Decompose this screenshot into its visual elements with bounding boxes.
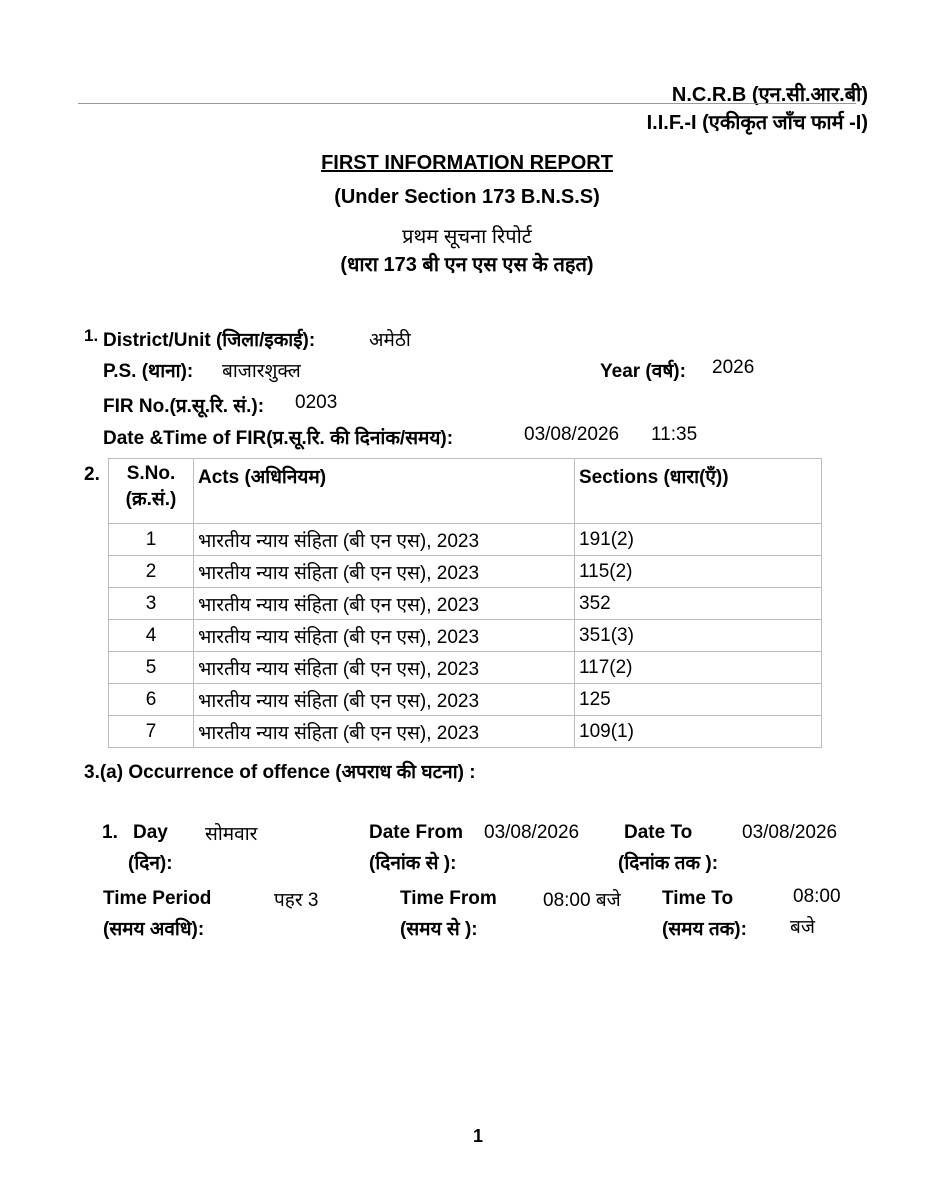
row-sno: 4 <box>109 620 194 652</box>
day-value: सोमवार <box>205 824 258 845</box>
page-number: 1 <box>473 1126 484 1146</box>
row-section: 125 <box>575 684 822 716</box>
day-label-hindi: (दिन): <box>128 853 173 874</box>
row-act: भारतीय न्याय संहिता (बी एन एस), 2023 <box>194 524 575 556</box>
table-row <box>109 556 822 588</box>
row-section: 117(2) <box>575 652 822 684</box>
time-from-label: Time From <box>400 888 497 909</box>
ncrb-header: N.C.R.B (एन.सी.आर.बी) <box>671 84 868 106</box>
time-period-label: Time Period <box>103 888 212 909</box>
table-header-row <box>109 459 822 524</box>
acts-sections-table <box>108 458 822 748</box>
date-from-value: 03/08/2026 <box>484 822 580 843</box>
time-from-value: 08:00 बजे <box>543 890 621 911</box>
section-2-number: 2. <box>84 464 100 485</box>
time-to-value: 08:00 <box>793 886 841 907</box>
row-act: भारतीय न्याय संहिता (बी एन एस), 2023 <box>194 652 575 684</box>
fir-datetime-label: Date &Time of FIR(प्र.सू.रि. की दिनांक/समय): <box>103 428 454 449</box>
report-under-section-hindi: (धारा 173 बी एन एस एस के तहत) <box>340 254 594 276</box>
fir-time-value: 11:35 <box>651 424 698 445</box>
report-title-text: FIRST INFORMATION REPORT <box>321 152 613 174</box>
row-sno: 3 <box>109 588 194 620</box>
time-to-label: Time To <box>662 888 734 909</box>
row-sno: 1 <box>109 524 194 556</box>
report-title <box>0 152 934 175</box>
report-title-hindi: प्रथम सूचना रिपोर्ट <box>402 226 532 248</box>
ps-value: बाजारशुक्ल <box>222 361 301 382</box>
report-under-section: (Under Section 173 B.N.S.S) <box>334 186 600 208</box>
row-section: 109(1) <box>575 716 822 748</box>
date-from-label-hindi: (दिनांक से ): <box>369 853 457 874</box>
table-row <box>109 620 822 652</box>
fir-number-label: FIR No.(प्र.सू.रि. सं.): <box>103 396 265 417</box>
sno-header-hi: (क्र.सं.) <box>125 489 177 510</box>
section-3-heading: 3.(a) Occurrence of offence (अपराध की घटना) : <box>84 762 476 783</box>
fir-date-value: 03/08/2026 <box>524 424 620 445</box>
fir-number-value: 0203 <box>295 392 338 413</box>
year-label: Year (वर्ष): <box>600 361 686 382</box>
header-divider <box>78 103 856 104</box>
row-act: भारतीय न्याय संहिता (बी एन एस), 2023 <box>194 588 575 620</box>
date-to-label: Date To <box>624 822 693 843</box>
district-label: District/Unit (जिला/इकाई): <box>103 330 316 351</box>
sno-header-en: S.No. <box>126 463 176 484</box>
iif-header: I.I.F.-I (एकीकृत जाँच फार्म -I) <box>646 112 868 134</box>
date-to-label-hindi: (दिनांक तक ): <box>618 853 719 874</box>
time-period-value: पहर 3 <box>274 890 319 911</box>
time-period-label-hindi: (समय अवधि): <box>103 919 205 940</box>
district-value: अमेठी <box>369 330 411 351</box>
table-row <box>109 684 822 716</box>
row-section: 351(3) <box>575 620 822 652</box>
row-act: भारतीय न्याय संहिता (बी एन एस), 2023 <box>194 684 575 716</box>
row-sno: 2 <box>109 556 194 588</box>
acts-header: Acts (अधिनियम) <box>194 459 575 524</box>
sno-header <box>109 459 194 524</box>
table-row <box>109 652 822 684</box>
ps-label: P.S. (थाना): <box>103 361 194 382</box>
occurrence-item-number: 1. <box>102 822 118 843</box>
row-section: 191(2) <box>575 524 822 556</box>
time-from-label-hindi: (समय से ): <box>400 919 478 940</box>
row-act: भारतीय न्याय संहिता (बी एन एस), 2023 <box>194 716 575 748</box>
sections-header: Sections (धारा(एँ)) <box>575 459 822 524</box>
time-to-unit: बजे <box>790 917 815 938</box>
date-from-label: Date From <box>369 822 463 843</box>
row-section: 352 <box>575 588 822 620</box>
row-act: भारतीय न्याय संहिता (बी एन एस), 2023 <box>194 620 575 652</box>
table-row <box>109 716 822 748</box>
row-section: 115(2) <box>575 556 822 588</box>
row-sno: 5 <box>109 652 194 684</box>
row-sno: 6 <box>109 684 194 716</box>
year-value: 2026 <box>712 357 755 378</box>
time-to-label-hindi: (समय तक): <box>662 919 747 940</box>
row-sno: 7 <box>109 716 194 748</box>
table-row <box>109 588 822 620</box>
section-1-number: 1. <box>84 326 99 345</box>
table-row <box>109 524 822 556</box>
date-to-value: 03/08/2026 <box>742 822 838 843</box>
row-act: भारतीय न्याय संहिता (बी एन एस), 2023 <box>194 556 575 588</box>
day-label: Day <box>133 822 168 843</box>
